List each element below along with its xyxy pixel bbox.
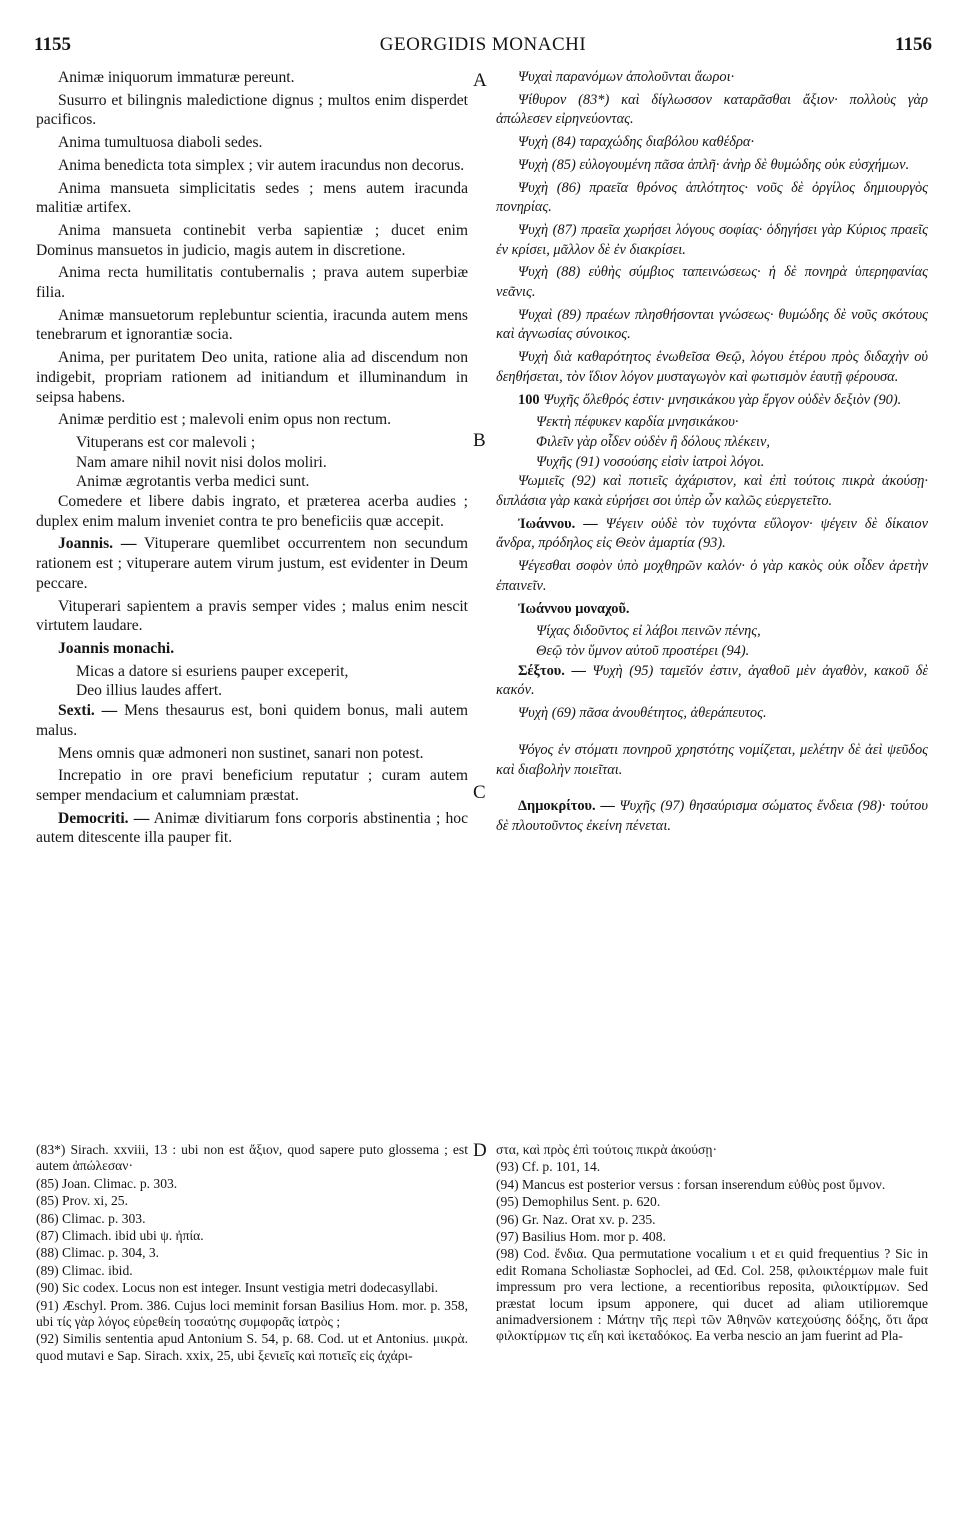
sentence-text: Deo illius laudes affert.: [76, 682, 223, 700]
sentence-text: Ψυχῆς (97) θησαύρισμα σώματος ἔνδεια (98)· τούτου δὲ πλουτοῦντος ἐκείνη πένεται.: [496, 798, 928, 834]
sentence-text: Ψόγος ἐν στόματι πονηροῦ χρηστότης νομίζεται, μελέτην δὲ ἀεὶ ψεῦδος καὶ διαβολὴν ποιεῖται.: [496, 741, 928, 778]
sentence-text: Ψεκτὴ πέφυκεν καρδία μνησικάκου·: [536, 414, 739, 431]
greek-sentence: [496, 391, 928, 411]
latin-sentence: [36, 263, 468, 302]
running-title: GEORGIDIS MONACHI: [379, 34, 587, 55]
sentence-text: Φιλεῖν γὰρ οἶδεν οὐδὲν ἢ δόλους πλέκειν,: [536, 433, 771, 450]
latin-sentence: [36, 348, 468, 407]
greek-sentence: [496, 156, 928, 176]
greek-sentence: [496, 557, 928, 596]
sentence-text: Anima tumultuosa diaboli sedes.: [58, 134, 263, 152]
greek-text-column: [496, 68, 928, 840]
greek-verse: [496, 413, 928, 433]
latin-sentence: [36, 492, 468, 531]
latin-verse: [36, 433, 468, 453]
sentence-text: Ψυχὴ (95) ταμεῖόν ἐστιν, ἀγαθοῦ μὲν ἀγαθὸν, κακοῦ δὲ κακόν.: [496, 662, 928, 699]
source-label: Δημοκρίτου. —: [518, 798, 615, 815]
footnote: (90) Sic codex. Locus non est integer. Insunt vestigia metri dodecasyllabi.: [36, 1280, 439, 1296]
footnote: (91) Æschyl. Prom. 386. Cujus loci meminit forsan Basilius Hom. mor. p. 358, ubi τίς γὰρ λόγος εὑρεθείη τοσαύτης συμφορᾶς ἰατρὸς ;: [36, 1297, 468, 1330]
sentence-text: Ψυχαὶ (89) πραέων πλησθήσονται γνώσεως· θυμώδης δὲ νοῦς σκότους καὶ ἀγνωσίας σύνοικος.: [496, 306, 928, 343]
sentence-text: Θεῷ τὸν ὕμνον αὐτοῦ προστέρει (94).: [536, 642, 750, 659]
latin-sentence: [36, 701, 468, 740]
sentence-text: Ψυχὴ (84) ταραχώδης διαβόλου καθέδρα·: [518, 134, 755, 151]
latin-sentence: [36, 156, 468, 176]
greek-sentence: [496, 263, 928, 302]
page-number-right: 1156: [895, 34, 932, 55]
footnote: (92) Similis sententia apud Antonium S. 54, p. 68. Cod. ut et Antonius. μικρὰ. quod mutavi e Sap. Sirach. xxix, 25, ubi ξενιεῖς καὶ ποτιεῖς εἰς ἀχάρι-: [36, 1331, 468, 1363]
source-label: Σέξτου. —: [518, 662, 586, 679]
section-marker-b: B: [473, 430, 486, 451]
greek-sentence: [496, 741, 928, 780]
greek-sentence: [496, 133, 928, 153]
greek-verse: [496, 622, 928, 642]
sentence-text: Ψίχας διδοῦντος εἰ λάβοι πεινῶν πένης,: [536, 623, 761, 640]
sentence-text: Mens omnis quæ admoneri non sustinet, sanari non potest.: [58, 744, 424, 762]
paragraph-gap: [496, 727, 928, 741]
sentence-text: Ψίθυρον (83*) καὶ δίγλωσσον καταρᾶσθαι ἄξιον· πολλοὺς γὰρ ἀπώλεσεν εἰρηνεύοντας.: [496, 91, 928, 128]
footnote: (98) Cod. ἔνδια. Qua permutatione vocalium ι et ει quid frequentius ? Sic in edit Romana Scholiastæ Sophoclei, ad Œd. Col. 258, φιλοικτέρμων male fuit impressum pro vera lectione, a recentioribus reposita, φιλοικτίρμων. Sed præstat locum ipsum apponere, qui ducet ad aliam utilioremque animadversionem : Μάτην τῆς περὶ τῶν Ἀθηνῶν κατεχούσης δόξης, ὅτι ἄρα φιλοκτίρμων τις εἴη καὶ ἱκεταδόκος. Ea verba nescio an jam fuerint ad Pla-: [496, 1246, 928, 1344]
sentence-text: Ψυχῆς ὄλεθρός ἐστιν· μνησικάκου γὰρ ἔργον οὐδὲν δεξιὸν (90).: [543, 391, 902, 408]
footnote: (83*) Sirach. xxviii, 13 : ubi non est ἄξιον, quod sapere puto glossema ; est autem ἀπώλεσαν·: [36, 1142, 468, 1174]
greek-verse: [496, 642, 928, 662]
latin-verse: [36, 453, 468, 473]
latin-sentence: [36, 597, 468, 636]
footnote: (94) Mancus est posterior versus : forsan inserendum εὐθὺς post ὕμνον.: [496, 1176, 886, 1192]
latin-sentence: [36, 133, 468, 153]
source-label: Joannis. —: [58, 535, 137, 553]
sentence-text: Animæ iniquorum immaturæ pereunt.: [58, 69, 295, 86]
page-header: [34, 34, 932, 60]
footnote: (97) Basilius Hom. mor p. 408.: [496, 1229, 666, 1245]
sentence-text: Vituperari sapientem a pravis semper vides ; malus enim nescit virtutem laudare.: [36, 597, 468, 635]
latin-sentence: [36, 306, 468, 345]
sentence-text: Ψυχὴ (88) εὐθὴς σύμβιος ταπεινώσεως· ἡ δὲ πονηρὰ ὑπερηφανίας νεᾶνις.: [496, 264, 928, 301]
section-marker-a: A: [473, 70, 487, 91]
footnote: (89) Climac. ibid.: [36, 1262, 133, 1278]
footnote: (95) Demophilus Sent. p. 620.: [496, 1194, 661, 1210]
latin-sentence: [36, 639, 468, 659]
footnotes-right: [496, 1142, 928, 1346]
sentence-text: Animæ ægrotantis verba medici sunt.: [76, 473, 310, 491]
section-marker-d: D: [473, 1140, 487, 1161]
footnote: στα, καὶ πρὸς ἐπὶ τούτοις πικρὰ ἀκούσῃ·: [496, 1142, 717, 1157]
source-label: Democriti. —: [58, 809, 150, 827]
footnote: (85) Joan. Climac. p. 303.: [36, 1175, 178, 1191]
latin-text-column: [36, 68, 468, 851]
footnote: (85) Prov. xi, 25.: [36, 1193, 129, 1209]
latin-sentence: [36, 221, 468, 260]
sentence-text: Ψυχὴ διὰ καθαρότητος ἑνωθεῖσα Θεῷ, λόγου ἑτέρου πρὸς διδαχὴν οὐ δεηθήσεται, τὸν ἴδιον λόγον μυσταγωγὸν καὶ φωτισμὸν ἑαυτῇ φέρουσα.: [496, 349, 928, 385]
page-number-left: 1155: [34, 34, 71, 55]
greek-sentence: [496, 515, 928, 554]
latin-sentence: [36, 68, 468, 88]
footnote: (86) Climac. p. 303.: [36, 1210, 146, 1226]
sentence-text: Ψυχαὶ παρανόμων ἀπολοῦνται ἄωροι·: [518, 69, 735, 85]
sentence-text: Vituperans est cor malevoli ;: [76, 433, 256, 451]
sentence-text: Increpatio in ore pravi beneficium reputatur ; curam autem semper mendacium et calumniam præstat.: [36, 767, 468, 804]
footnote: (96) Gr. Naz. Orat xv. p. 235.: [496, 1211, 656, 1227]
footnote: (87) Climach. ibid ubi ψ. ἠπία.: [36, 1228, 204, 1244]
greek-verse: [496, 433, 928, 453]
sentence-text: Ψυχὴ (69) πᾶσα ἀνουθέτητος, ἀθεράπευτος.: [518, 705, 767, 722]
greek-sentence: [496, 306, 928, 345]
greek-sentence: [496, 179, 928, 218]
source-label: Sexti. —: [58, 702, 118, 720]
latin-sentence: [36, 410, 468, 430]
greek-sentence: [496, 68, 928, 88]
latin-verse: [36, 662, 468, 682]
greek-sentence: [496, 704, 928, 724]
sentence-text: Animæ divitiarum fons corporis abstinentia ; hoc autem ditescente illa pauper fit.: [36, 809, 468, 847]
latin-verse: [36, 681, 468, 701]
sentence-text: Anima, per puritatem Deo unita, ratione alia ad discendum non indigebit, propriam rationem ad initiandum et illuminandum in seipsa habens.: [36, 349, 468, 406]
source-label: 100: [518, 391, 540, 408]
source-label: Joannis monachi.: [58, 639, 175, 657]
greek-sentence: [496, 348, 928, 387]
greek-sentence: [496, 662, 928, 701]
sentence-text: Mens thesaurus est, boni quidem bonus, mali autem malus.: [36, 702, 469, 739]
source-label: Ἰωάννου. —: [518, 515, 598, 532]
latin-sentence: [36, 766, 468, 805]
sentence-text: Micas a datore si esuriens pauper exceperit,: [76, 662, 349, 680]
sentence-text: Anima recta humilitatis contubernalis ; prava autem superbiæ filia.: [36, 264, 468, 302]
sentence-text: Anima mansueta continebit verba sapientiæ ; ducet enim Dominus mansuetos in judicio, magis autem in discretione.: [36, 221, 468, 259]
sentence-text: Ψυχὴ (87) πραεῖα χωρήσει λόγους σοφίας· ὁδηγήσει γὰρ Κύριος πραεῖς ἐν κρίσει, μᾶλλον δὲ ἐν διακρίσει.: [496, 221, 928, 258]
latin-sentence: [36, 534, 468, 593]
source-label: Ἰωάννου μοναχοῦ.: [518, 600, 630, 617]
latin-verse: [36, 472, 468, 492]
sentence-text: Comedere et libere dabis ingrato, et præterea acerba audies ; duplex enim malum inveniet contra te pro beneficiis quæ accepit.: [36, 493, 468, 530]
sentence-text: Ψυχὴ (86) πραεῖα θρόνος ἁπλότητος· νοῦς δὲ ὀργίλος δημιουργὸς πονηρίας.: [496, 179, 928, 216]
greek-sentence: [496, 472, 928, 511]
sentence-text: Nam amare nihil novit nisi dolos moliri.: [76, 453, 327, 471]
footnotes-left: [36, 1142, 468, 1365]
latin-sentence: [36, 179, 468, 218]
greek-sentence: [496, 797, 928, 836]
latin-sentence: [36, 744, 468, 764]
footnote: (93) Cf. p. 101, 14.: [496, 1159, 601, 1175]
section-marker-c: C: [473, 782, 486, 803]
latin-sentence: [36, 809, 468, 848]
latin-sentence: [36, 91, 468, 130]
paragraph-gap: [496, 783, 928, 797]
sentence-text: Animæ perditio est ; malevoli enim opus non rectum.: [58, 411, 392, 429]
sentence-text: Ψωμιεῖς (92) καὶ ποτιεῖς ἀχάριστον, καὶ ἐπὶ τούτοις πικρὰ ἀκούσῃ· διπλάσια γὰρ κακὰ εὑρήσει σοι ὑπὲρ ὧν καλῶς εὐεργετεῖτο.: [496, 473, 928, 510]
sentence-text: Animæ mansuetorum replebuntur scientia, iracunda autem mens tenebrarum et ignorantiæ socia.: [36, 306, 468, 344]
greek-sentence: [496, 91, 928, 130]
sentence-text: Susurro et bilingnis maledictione dignus ; multos enim disperdet pacificos.: [36, 91, 468, 129]
sentence-text: Anima mansueta simplicitatis sedes ; mens autem iracunda malitiæ artifex.: [36, 179, 468, 217]
sentence-text: Ψυχῆς (91) νοσούσης εἰσὶν ἰατροὶ λόγοι.: [536, 453, 765, 470]
greek-verse: [496, 453, 928, 473]
sentence-text: Ψέγεσθαι σοφὸν ὑπὸ μοχθηρῶν καλόν· ὁ γὰρ κακὸς οὐκ οἶδεν ἀρετὴν ἐπαινεῖν.: [496, 558, 928, 594]
sentence-text: Ψυχὴ (85) εὐλογουμένη πᾶσα ἁπλῆ· ἀνὴρ δὲ θυμώδης οὐκ εὐσχήμων.: [518, 156, 910, 173]
greek-sentence: [496, 221, 928, 260]
sentence-text: Ψέγειν οὐδὲ τὸν τυχόντα εὔλογον· ψέγειν δὲ δίκαιον ἄνδρα, πρόδηλος εἰς Θεὸν ἁμαρτία (93).: [496, 515, 928, 552]
greek-sentence: [496, 600, 928, 620]
sentence-text: Anima benedicta tota simplex ; vir autem iracundus non decorus.: [58, 156, 465, 174]
sentence-text: Vituperare quemlibet occurrentem non secundum rationem est ; vituperare autem virum justum, est evidenter in Deum peccare.: [36, 535, 468, 592]
footnote: (88) Climac. p. 304, 3.: [36, 1245, 160, 1261]
